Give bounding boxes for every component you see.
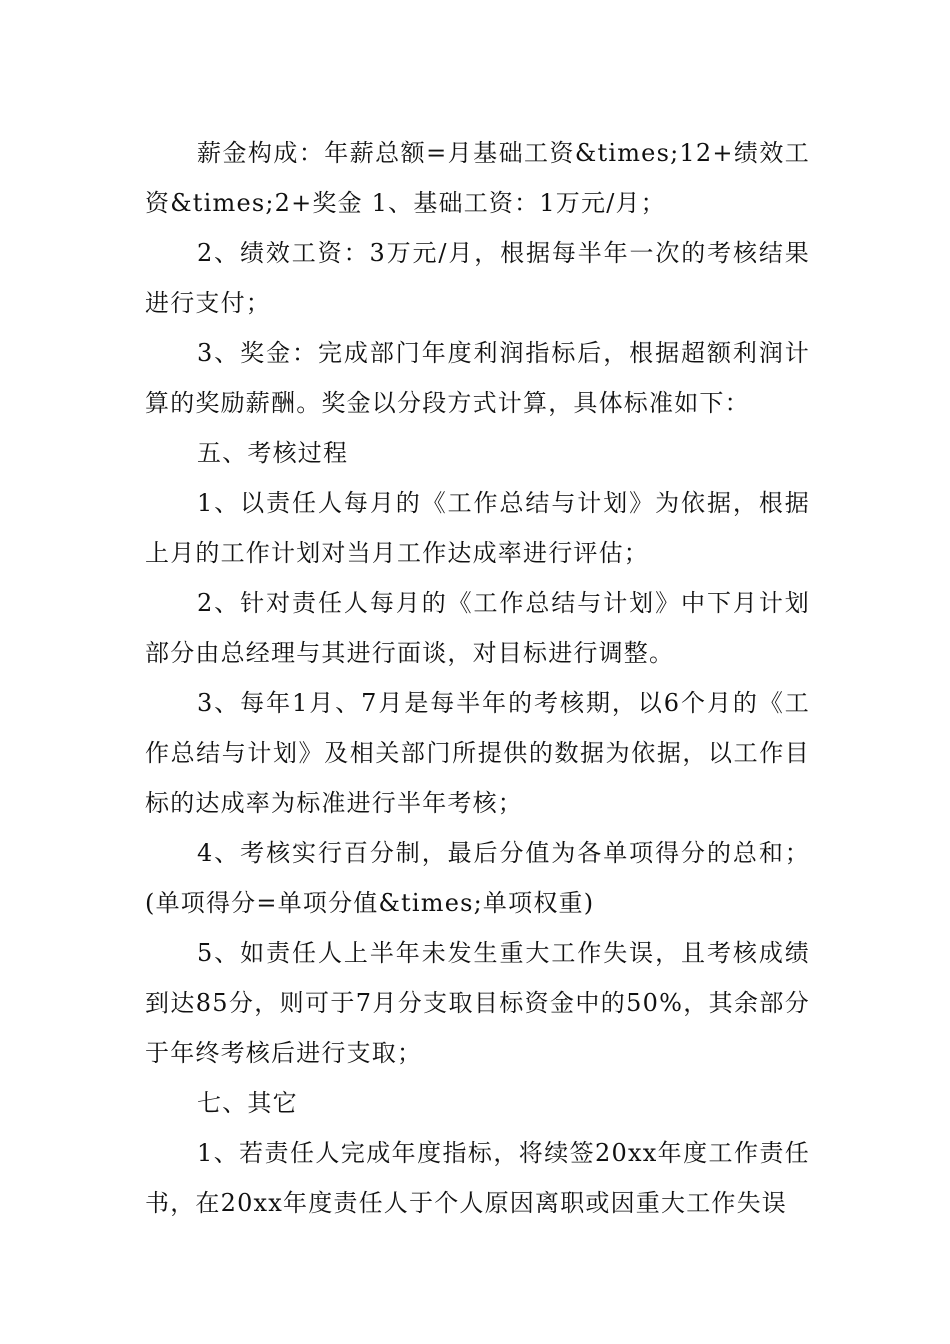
paragraph-other-item-1: 1、若责任人完成年度指标，将续签20xx年度工作责任书，在20xx年度责任人于个人原因离职或因重大工作失误 [145,1139,810,1217]
paragraph-assessment-item-1: 1、以责任人每月的《工作总结与计划》为依据，根据上月的工作计划对当月工作达成率进行评估； [145,489,810,567]
paragraph-assessment-item-4: 4、考核实行百分制，最后分值为各单项得分的总和；(单项得分=单项分值&times;单项权重) [145,839,810,917]
document-body [145,128,810,1228]
paragraph-assessment-item-5: 5、如责任人上半年未发生重大工作失误，且考核成绩到达85分，则可于7月分支取目标资金中的50%，其余部分于年终考核后进行支取； [145,939,810,1067]
paragraph-assessment-item-3: 3、每年1月、7月是每半年的考核期，以6个月的《工作总结与计划》及相关部门所提供的数据为依据，以工作目标的达成率为标准进行半年考核； [145,689,810,817]
paragraph-salary-composition: 薪金构成：年薪总额=月基础工资&times;12+绩效工资&times;2+奖金 1、基础工资：1万元/月； [145,139,810,217]
paragraph-bonus: 3、奖金：完成部门年度利润指标后，根据超额利润计算的奖励薪酬。奖金以分段方式计算，具体标准如下： [145,339,810,417]
section-heading-assessment-process: 五、考核过程 [197,439,349,467]
paragraph-assessment-item-2: 2、针对责任人每月的《工作总结与计划》中下月计划部分由总经理与其进行面谈，对目标进行调整。 [145,589,810,667]
paragraph-performance-pay: 2、绩效工资：3万元/月，根据每半年一次的考核结果进行支付； [145,239,810,317]
section-heading-other: 七、其它 [197,1089,298,1117]
